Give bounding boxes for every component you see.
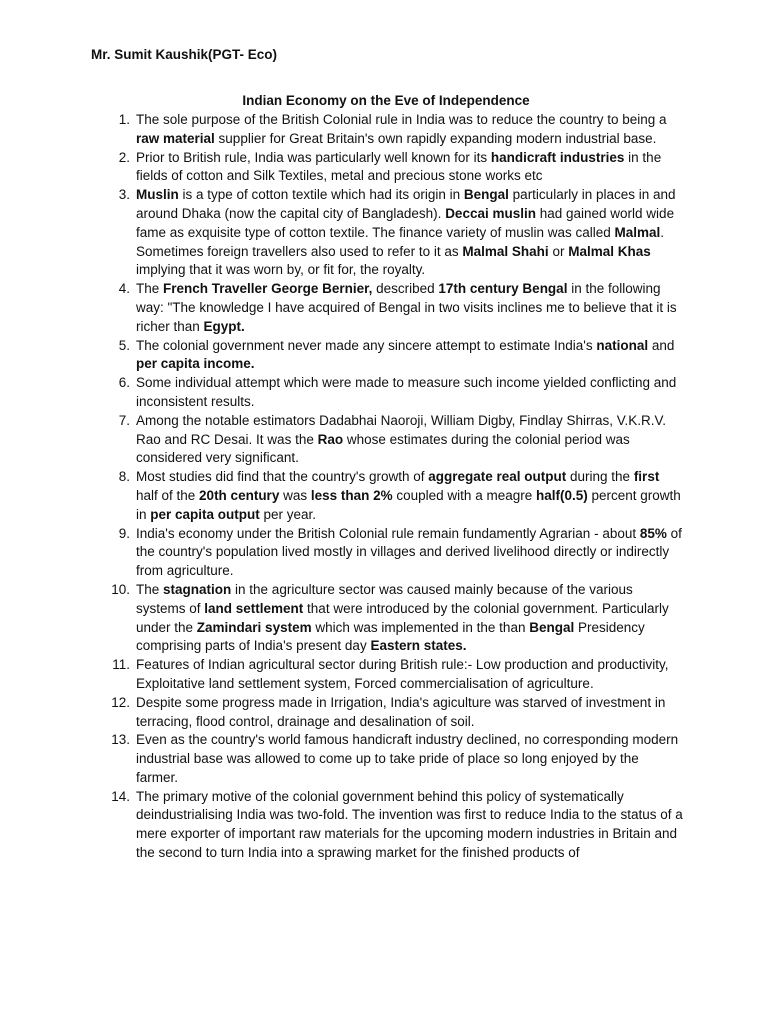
list-item: [111, 788, 684, 863]
bold-text: Egypt.: [203, 318, 245, 334]
body-text: in the following way: "The knowledge I have acquired of Bengal in two visits inclines me to believe that it is richer than: [136, 281, 677, 334]
list-item-number: 12.: [111, 694, 130, 710]
body-text: Features of Indian agricultural sector during British rule:- Low production and productivity, Exploitative land settlement system, Forced commercialisation of agriculture.: [136, 657, 669, 691]
bold-text: Muslin: [136, 187, 179, 203]
list-item: [118, 374, 684, 412]
body-text: The: [136, 281, 164, 297]
list-item: [118, 337, 684, 375]
bold-text: half(0.5): [535, 487, 588, 503]
body-text: Even as the country's world famous handicraft industry declined, no corresponding modern industrial base was allowed to come up to take pride of place so long enjoyed by the farmer.: [136, 732, 679, 785]
bold-text: Bengal: [529, 619, 575, 635]
list-item: [118, 412, 684, 468]
body-text: The: [136, 581, 164, 597]
list-item: [118, 525, 684, 581]
body-text: implying that it was worn by, or fit for, the royalty.: [136, 262, 426, 278]
body-text: The colonial government never made any sincere attempt to estimate India's: [136, 337, 597, 353]
bold-text: less than 2%: [310, 487, 393, 503]
body-text: which was implemented in the than: [311, 619, 530, 635]
bold-text: Zamindari system: [196, 619, 312, 635]
bold-text: French Traveller George Bernier,: [163, 281, 373, 297]
body-text: per year.: [259, 506, 317, 522]
list-item-number: 11.: [112, 657, 130, 673]
bold-text: per capita output: [150, 506, 260, 522]
bold-text: Eastern states.: [370, 638, 467, 654]
body-text: Among the notable estimators Dadabhai Naoroji, William Digby, Findlay Shirras, V.K.R.V. Rao and RC Desai. It was the: [136, 412, 666, 447]
body-text: whose estimates during the colonial period was considered very significant.: [136, 431, 630, 466]
bold-text: land settlement: [204, 600, 304, 616]
list-item-number: 8.: [118, 469, 130, 485]
list-item: [111, 694, 684, 732]
body-text: percent growth in: [136, 487, 681, 522]
body-text: described: [372, 281, 439, 297]
list-item-number: 6.: [118, 375, 130, 391]
body-text: of the country's population lived mostly in villages and derived livelihood directly or indirectly from agriculture.: [136, 525, 682, 579]
numbered-list: [111, 111, 684, 863]
list-item: [118, 468, 684, 524]
body-text: that were introduced by the colonial government. Particularly under the: [136, 600, 669, 635]
body-text: Most studies did find that the country's growth of: [136, 469, 429, 485]
body-text: and: [648, 337, 675, 353]
body-text: The sole purpose of the British Colonial rule in India was to reduce the country to being a: [136, 112, 667, 127]
bold-text: Malmal Shahi: [462, 243, 549, 259]
list-item: [118, 149, 684, 187]
list-item: [111, 581, 684, 656]
bold-text: 20th century: [199, 487, 280, 503]
bold-text: Malmal Khas: [568, 243, 651, 259]
list-item-number: 4.: [118, 281, 130, 297]
body-text: Some individual attempt which were made to measure such income yielded conflicting and inconsistent results.: [136, 375, 677, 409]
body-text: had gained world wide fame as exquisite type of cotton textile. The finance variety of muslin was called: [136, 205, 675, 240]
bold-text: stagnation: [163, 581, 232, 597]
author-line: Mr. Sumit Kaushik(PGT- Eco): [91, 47, 278, 62]
bold-text: 85%: [639, 525, 667, 541]
list-item-number: 1.: [118, 112, 130, 127]
bold-text: Bengal: [463, 187, 509, 203]
body-text: half of the: [136, 487, 200, 503]
body-text: in the agriculture sector was caused mainly because of the various systems of: [136, 581, 633, 616]
bold-text: Deccai muslin: [445, 205, 536, 221]
bold-text: raw material: [136, 130, 215, 146]
body-text: was: [279, 487, 311, 503]
bold-text: handicraft industries: [490, 149, 625, 165]
bold-text: national: [596, 337, 649, 353]
list-item-number: 7.: [118, 412, 130, 428]
list-item: [118, 186, 684, 280]
bold-text: Malmal: [614, 224, 661, 240]
document-title: Indian Economy on the Eve of Independence: [242, 93, 530, 108]
list-item: [112, 656, 684, 694]
list-item-number: 2.: [118, 149, 130, 165]
body-text: during the: [566, 469, 634, 485]
list-item-number: 5.: [118, 337, 130, 353]
body-text: . Sometimes foreign travellers also used to refer to it as: [136, 224, 665, 259]
body-text: or: [548, 243, 569, 259]
list-item-number: 3.: [118, 187, 130, 203]
list-item: [118, 111, 684, 149]
body-text: Presidency comprising parts of India's present day: [136, 619, 645, 654]
bold-text: aggregate real output: [428, 469, 567, 485]
body-text: Despite some progress made in Irrigation, India's agiculture was starved of investment in terracing, flood control, drainage and desalination of soil.: [136, 694, 666, 729]
list-item-number: 9.: [118, 525, 130, 541]
body-text: India's economy under the British Colonial rule remain fundamently Agrarian - about: [136, 525, 640, 541]
body-text: particularly in places in and around Dhaka (now the capital city of Bangladesh).: [136, 187, 676, 221]
list-item: [118, 280, 684, 336]
list-item: [111, 731, 684, 787]
bold-text: first: [633, 469, 660, 485]
bold-text: per capita income.: [136, 356, 255, 372]
body-text: The primary motive of the colonial government behind this policy of systematically deindustrialising India was two-fold. The invention was first to reduce India to the status of a mere exporter of important raw materials for the upcoming modern industries in Britain and the second to turn India into a sprawing market for the finished products of: [136, 788, 683, 861]
list-item-number: 10.: [111, 581, 130, 597]
body-text: Prior to British rule, India was particularly well known for its: [136, 149, 491, 165]
body-text: is a type of cotton textile which had its origin in: [178, 187, 464, 203]
body-text: coupled with a meagre: [392, 487, 536, 503]
bold-text: Rao: [317, 431, 344, 447]
list-item-number: 13.: [111, 732, 130, 748]
bold-text: 17th century Bengal: [438, 281, 568, 297]
body-text: supplier for Great Britain's own rapidly expanding modern industrial base.: [214, 130, 657, 146]
list-item-number: 14.: [111, 788, 130, 804]
body-text: in the fields of cotton and Silk Textiles, metal and precious stone works etc: [136, 149, 662, 184]
